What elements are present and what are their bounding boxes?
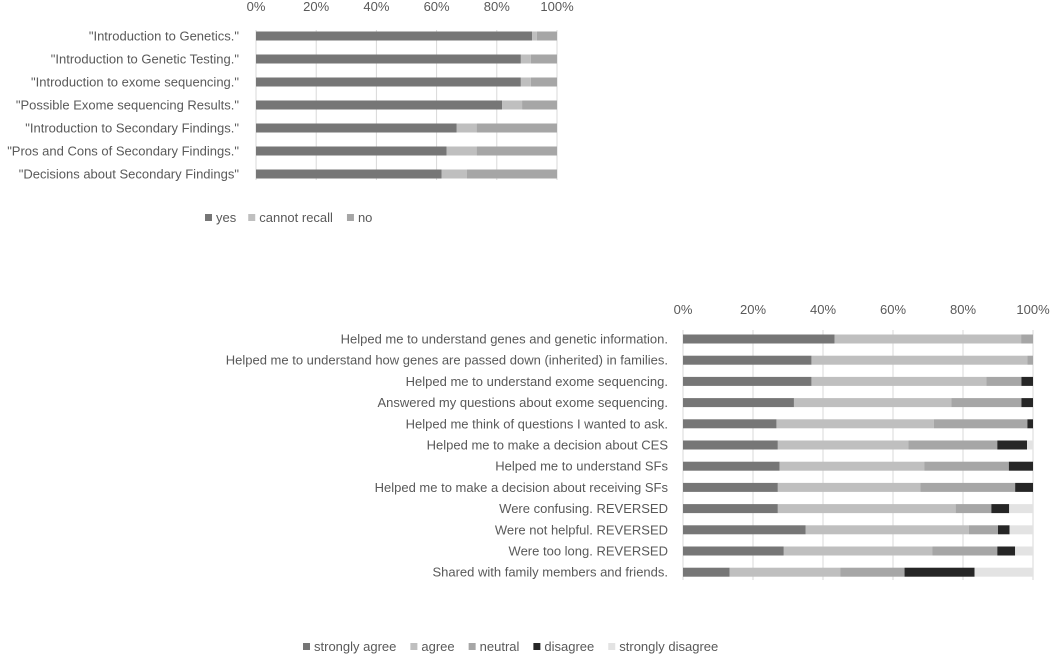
bar-segment bbox=[442, 170, 467, 179]
category-label: "Introduction to exome sequencing." bbox=[31, 74, 239, 90]
x-tick-label: 60% bbox=[423, 0, 450, 14]
bar-segment bbox=[256, 101, 502, 110]
bar-segment bbox=[969, 525, 998, 534]
legend-label: no bbox=[357, 210, 373, 225]
bar-segment bbox=[531, 55, 557, 64]
legend-swatch bbox=[347, 214, 354, 221]
legend-swatch bbox=[469, 643, 476, 650]
bar-segment bbox=[780, 462, 925, 471]
bar-segment bbox=[683, 356, 811, 365]
bar-segment bbox=[256, 32, 532, 41]
legend-swatch bbox=[303, 643, 310, 650]
bar-segment bbox=[925, 462, 1009, 471]
bar-segment bbox=[956, 504, 992, 513]
x-tick-label: 80% bbox=[949, 302, 977, 317]
legend-swatch bbox=[410, 643, 417, 650]
bar-segment bbox=[811, 356, 1027, 365]
bar-segment bbox=[683, 568, 730, 577]
bar-segment bbox=[1015, 483, 1033, 492]
bar-segment bbox=[683, 419, 776, 428]
category-label: Answered my questions about exome sequencing. bbox=[377, 395, 668, 411]
bar-segment bbox=[1010, 525, 1033, 534]
legend-label: disagree bbox=[544, 639, 595, 654]
bar-segment bbox=[683, 525, 806, 534]
x-tick-label: 0% bbox=[673, 302, 693, 317]
bar-segment bbox=[256, 170, 442, 179]
bar-segment bbox=[776, 419, 934, 428]
bar-segment bbox=[975, 568, 1033, 577]
bar-segment bbox=[811, 377, 986, 386]
category-label: Were not helpful. REVERSED bbox=[494, 522, 668, 538]
bar-segment bbox=[477, 147, 557, 156]
bar-segment bbox=[467, 170, 557, 179]
category-label: Helped me to make a decision about CES bbox=[426, 437, 668, 453]
legend-swatch bbox=[205, 214, 212, 221]
bar-segment bbox=[256, 147, 447, 156]
bar-segment bbox=[683, 547, 784, 556]
bar-segment bbox=[522, 101, 557, 110]
bar-segment bbox=[998, 525, 1010, 534]
bar-segment bbox=[532, 32, 537, 41]
bar-segment bbox=[256, 124, 457, 133]
bar-segment bbox=[778, 504, 956, 513]
bar-segment bbox=[1027, 419, 1033, 428]
bar-segment bbox=[951, 398, 1021, 407]
bar-segment bbox=[502, 101, 522, 110]
bar-segment bbox=[784, 547, 932, 556]
bar-segment bbox=[778, 441, 909, 450]
category-label: Helped me to understand how genes are passed down (inherited) in families. bbox=[225, 352, 668, 368]
category-label: Shared with family members and friends. bbox=[432, 564, 668, 580]
x-tick-label: 100% bbox=[1016, 302, 1050, 317]
x-tick-label: 40% bbox=[809, 302, 837, 317]
bar-segment bbox=[730, 568, 841, 577]
bar-segment bbox=[794, 398, 952, 407]
bar-segment bbox=[997, 441, 1027, 450]
bar-segment bbox=[908, 441, 997, 450]
legend-label: agree bbox=[421, 639, 455, 654]
bar-segment bbox=[1027, 441, 1033, 450]
bar-segment bbox=[256, 78, 521, 87]
x-tick-label: 80% bbox=[483, 0, 510, 14]
category-label: "Introduction to Secondary Findings." bbox=[25, 120, 239, 136]
x-tick-label: 20% bbox=[739, 302, 767, 317]
bar-segment bbox=[1027, 356, 1033, 365]
bar-segment bbox=[932, 547, 997, 556]
category-label: "Introduction to Genetic Testing." bbox=[50, 51, 239, 67]
bar-segment bbox=[683, 441, 778, 450]
legend-label: cannot recall bbox=[259, 210, 333, 225]
x-tick-label: 40% bbox=[363, 0, 390, 14]
bar-segment bbox=[683, 504, 778, 513]
bar-segment bbox=[1021, 398, 1033, 407]
legend-swatch bbox=[533, 643, 540, 650]
bar-segment bbox=[841, 568, 905, 577]
bar-segment bbox=[920, 483, 1015, 492]
category-label: Were confusing. REVERSED bbox=[499, 501, 668, 517]
chart-materials-evaluation bbox=[226, 302, 1050, 654]
bar-segment bbox=[683, 462, 780, 471]
category-label: "Decisions about Secondary Findings" bbox=[18, 166, 239, 182]
bar-segment bbox=[1015, 547, 1033, 556]
category-label: Helped me to understand genes and genetic information. bbox=[340, 331, 668, 347]
bar-segment bbox=[537, 32, 557, 41]
bar-segment bbox=[835, 335, 1022, 344]
bar-segment bbox=[778, 483, 920, 492]
bar-segment bbox=[997, 547, 1015, 556]
bar-segment bbox=[1009, 504, 1033, 513]
bar-segment bbox=[477, 124, 557, 133]
category-label: "Pros and Cons of Secondary Findings." bbox=[7, 143, 239, 159]
bar-segment bbox=[1021, 335, 1033, 344]
category-label: Helped me to understand exome sequencing. bbox=[405, 373, 668, 389]
legend-label: strongly disagree bbox=[619, 639, 719, 654]
bar-segment bbox=[683, 483, 778, 492]
bar-segment bbox=[991, 504, 1009, 513]
bar-segment bbox=[683, 398, 794, 407]
bar-segment bbox=[683, 377, 811, 386]
bar-segment bbox=[531, 78, 557, 87]
bar-segment bbox=[1009, 462, 1033, 471]
bar-segment bbox=[256, 55, 521, 64]
x-tick-label: 100% bbox=[540, 0, 574, 14]
category-label: Helped me to make a decision about receiving SFs bbox=[374, 479, 668, 495]
legend-label: neutral bbox=[479, 639, 520, 654]
bar-segment bbox=[986, 377, 1021, 386]
legend-swatch bbox=[608, 643, 615, 650]
bar-segment bbox=[1021, 377, 1033, 386]
x-tick-label: 60% bbox=[879, 302, 907, 317]
category-label: "Introduction to Genetics." bbox=[88, 28, 239, 44]
category-label: Were too long. REVERSED bbox=[508, 543, 668, 559]
bar-segment bbox=[447, 147, 477, 156]
bar-segment bbox=[806, 525, 969, 534]
legend-swatch bbox=[248, 214, 255, 221]
bar-segment bbox=[521, 78, 531, 87]
bar-segment bbox=[521, 55, 531, 64]
bar-segment bbox=[457, 124, 477, 133]
category-label: Helped me think of questions I wanted to ask. bbox=[405, 416, 668, 432]
bar-segment bbox=[905, 568, 975, 577]
x-tick-label: 20% bbox=[303, 0, 330, 14]
bar-segment bbox=[934, 419, 1027, 428]
legend-label: strongly agree bbox=[314, 639, 397, 654]
bar-segment bbox=[683, 335, 835, 344]
category-label: "Possible Exome sequencing Results." bbox=[15, 97, 239, 113]
chart-session-topics bbox=[7, 0, 574, 225]
legend-label: yes bbox=[216, 210, 237, 225]
x-tick-label: 0% bbox=[246, 0, 266, 14]
category-label: Helped me to understand SFs bbox=[495, 458, 668, 474]
